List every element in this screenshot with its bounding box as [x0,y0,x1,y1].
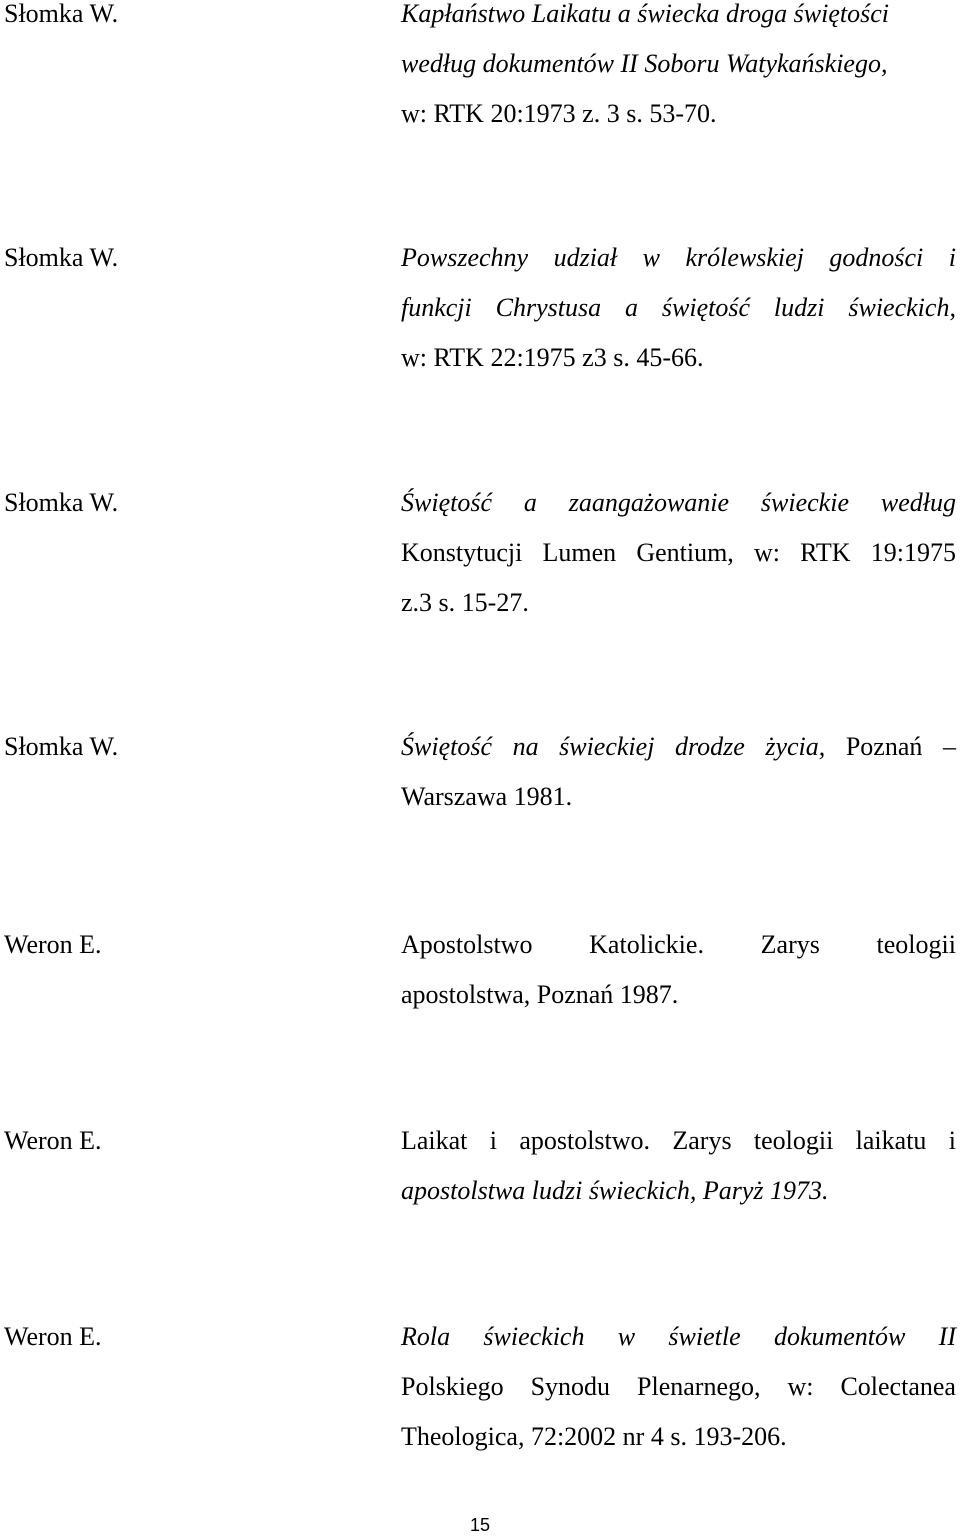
reference-line [401,1312,956,1362]
reference-line: apostolstwa, Poznań 1987. [401,980,679,1009]
reference-word: Zarys [672,1126,732,1155]
reference-word: Powszechny [401,243,529,272]
reference-word: Poznań [845,732,923,761]
reference-word: a [625,293,639,322]
reference-word: dokumentów [773,1322,906,1351]
reference-word: Polskiego [401,1372,504,1401]
entry-reference [401,233,956,383]
reference-word: w: [753,538,780,567]
reference-line [401,233,956,283]
entry-author: Słomka W. [4,488,119,517]
reference-word: Zarys [760,930,820,959]
entry-author: Słomka W. [4,243,119,272]
reference-word: świeckie [760,488,849,517]
reference-word: i [948,243,956,272]
reference-word: i [948,1126,956,1155]
reference-word: Plenarnego, [637,1372,761,1401]
reference-word: i [489,1126,497,1155]
entry-reference [401,1312,956,1462]
entry-author: Weron E. [4,1322,102,1351]
reference-word: udział [553,243,618,272]
reference-word: a [523,488,537,517]
reference-word: świetle [668,1322,741,1351]
reference-word: ludzi [773,293,825,322]
reference-line [401,1166,956,1216]
reference-line: Warszawa 1981. [401,782,573,811]
reference-word: drodze [674,732,745,761]
reference-word: Lumen [542,538,617,567]
reference-word: w: [787,1372,814,1401]
entry-reference [401,0,956,139]
reference-line [401,528,956,578]
reference-word: Świętość [401,488,492,517]
reference-line [401,478,956,528]
reference-word: RTK [800,538,851,567]
reference-line [401,1362,956,1412]
reference-word: świeckich [483,1322,585,1351]
reference-line: Kapłaństwo Laikatu a świecka droga świętości [401,0,889,28]
reference-word: – [942,732,956,761]
entry-author: Weron E. [4,930,102,959]
reference-word: apostolstwo. [519,1126,651,1155]
reference-line [401,920,956,970]
reference-word: życia, [765,732,826,761]
entry-author: Słomka W. [4,732,119,761]
reference-word: 19:1975 [870,538,956,567]
reference-word: godności [829,243,924,272]
reference-word: w [617,1322,636,1351]
entry-reference [401,478,956,628]
reference-word: zaangażowanie [568,488,730,517]
reference-line [401,283,956,333]
reference-line: w: RTK 20:1973 z. 3 s. 53-70. [401,99,717,128]
entry-author: Słomka W. [4,0,119,28]
entry-reference [401,1116,956,1216]
reference-line: według dokumentów II Soboru Watykańskiego, [401,49,888,78]
reference-line: Theologica, 72:2002 nr 4 s. 193-206. [401,1422,787,1451]
reference-word: II [938,1322,956,1351]
reference-word: Laikat [401,1126,468,1155]
page-number: 15 [469,1515,491,1535]
reference-word: laikatu [855,1126,927,1155]
entry-reference [401,722,956,822]
entry-author: Weron E. [4,1126,102,1155]
reference-word: świeckiej [559,732,655,761]
reference-word: Chrystusa [495,293,602,322]
reference-word: teologii [753,1126,834,1155]
reference-word: teologii [876,930,956,959]
reference-word: świeckich, [848,293,956,322]
reference-word: Apostolstwo [401,930,533,959]
entry-reference [401,920,956,1020]
reference-word: według [880,488,956,517]
reference-word: Konstytucji [401,538,523,567]
reference-word: Świętość [401,732,492,761]
reference-word: Gentium, [636,538,734,567]
reference-word: funkcji [401,293,472,322]
reference-word: na [512,732,539,761]
reference-line [401,722,956,772]
reference-word: Synodu [530,1372,611,1401]
reference-line: w: RTK 22:1975 z3 s. 45-66. [401,343,704,372]
reference-word: Rola [401,1322,451,1351]
reference-title: apostolstwa ludzi świeckich, Paryż 1973. [401,1176,829,1205]
reference-word: w [642,243,660,272]
reference-word: Colectanea [840,1372,956,1401]
reference-word: świętość [661,293,751,322]
reference-word: Katolickie. [589,930,704,959]
reference-line [401,1116,956,1166]
reference-line: z.3 s. 15-27. [401,588,529,617]
reference-word: królewskiej [685,243,804,272]
